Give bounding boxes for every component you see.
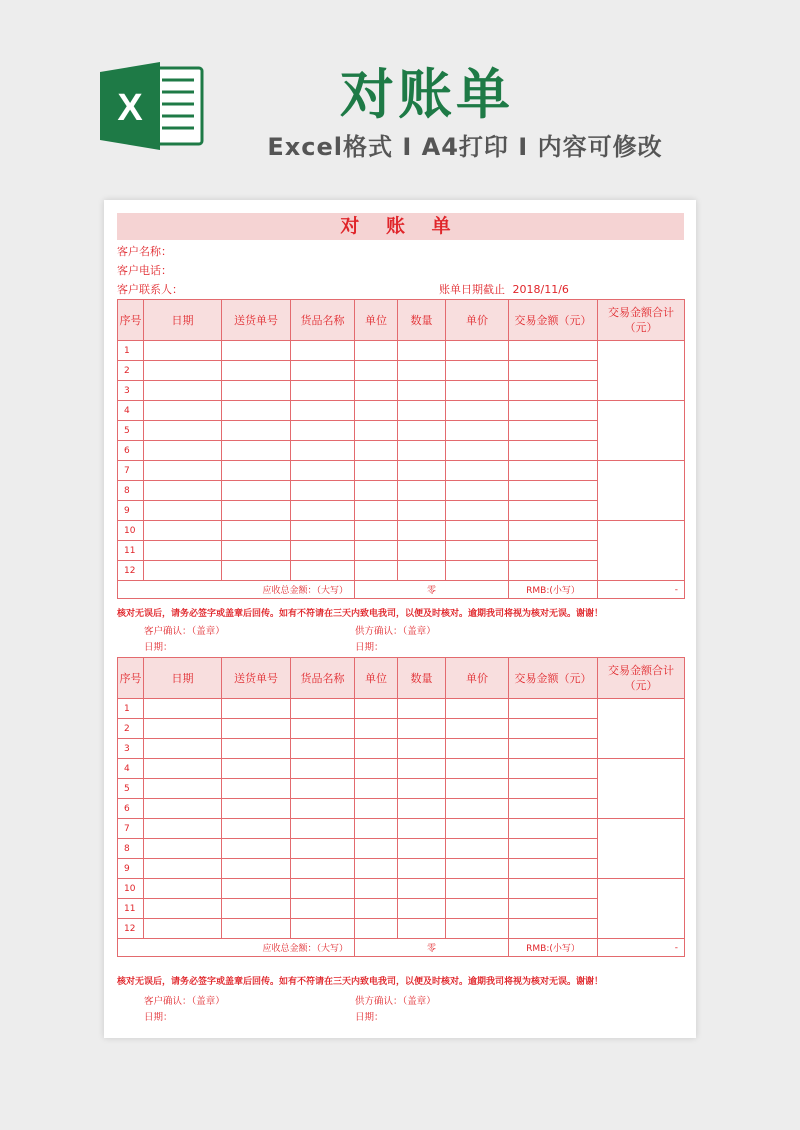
column-header: 序号 bbox=[118, 658, 144, 699]
data-cell[interactable] bbox=[291, 341, 355, 361]
row-number: 1 bbox=[118, 699, 144, 719]
data-cell[interactable] bbox=[398, 381, 446, 401]
data-cell[interactable] bbox=[144, 779, 222, 799]
rmb-label: RMB:(小写） bbox=[509, 939, 598, 957]
subtotal-cell[interactable] bbox=[598, 699, 685, 759]
data-cell[interactable] bbox=[446, 341, 509, 361]
supplier-confirm-1: 供方确认：（盖章） bbox=[355, 626, 436, 637]
subtotal-cell[interactable] bbox=[598, 461, 685, 521]
table-row bbox=[118, 879, 685, 899]
data-cell[interactable] bbox=[291, 919, 355, 939]
data-cell[interactable] bbox=[446, 779, 509, 799]
rmb-value: - bbox=[598, 939, 685, 957]
row-number: 12 bbox=[118, 919, 144, 939]
data-cell[interactable] bbox=[446, 699, 509, 719]
data-cell[interactable] bbox=[509, 381, 598, 401]
row-number: 12 bbox=[118, 561, 144, 581]
column-header: 序号 bbox=[118, 300, 144, 341]
data-cell[interactable] bbox=[144, 441, 222, 461]
data-cell[interactable] bbox=[446, 461, 509, 481]
data-cell[interactable] bbox=[355, 421, 398, 441]
data-cell[interactable] bbox=[355, 739, 398, 759]
data-cell[interactable] bbox=[446, 421, 509, 441]
data-cell[interactable] bbox=[509, 541, 598, 561]
data-cell[interactable] bbox=[355, 561, 398, 581]
data-cell[interactable] bbox=[509, 699, 598, 719]
data-cell[interactable] bbox=[355, 919, 398, 939]
data-cell[interactable] bbox=[355, 501, 398, 521]
data-cell[interactable] bbox=[222, 879, 291, 899]
data-cell[interactable] bbox=[222, 361, 291, 381]
data-cell[interactable] bbox=[355, 521, 398, 541]
table-row bbox=[118, 759, 685, 779]
data-cell[interactable] bbox=[446, 541, 509, 561]
data-cell[interactable] bbox=[398, 421, 446, 441]
bill-date-label: 账单日期截止 bbox=[439, 283, 505, 296]
data-cell[interactable] bbox=[446, 799, 509, 819]
column-header: 日期 bbox=[144, 658, 222, 699]
data-cell[interactable] bbox=[222, 779, 291, 799]
data-cell[interactable] bbox=[291, 779, 355, 799]
data-cell[interactable] bbox=[355, 361, 398, 381]
data-cell[interactable] bbox=[291, 501, 355, 521]
data-cell[interactable] bbox=[446, 879, 509, 899]
row-number: 10 bbox=[118, 521, 144, 541]
data-cell[interactable] bbox=[509, 501, 598, 521]
data-cell[interactable] bbox=[355, 839, 398, 859]
data-cell[interactable] bbox=[222, 401, 291, 421]
data-cell[interactable] bbox=[446, 381, 509, 401]
data-cell[interactable] bbox=[355, 481, 398, 501]
row-number: 2 bbox=[118, 361, 144, 381]
data-cell[interactable] bbox=[355, 759, 398, 779]
data-cell[interactable] bbox=[446, 899, 509, 919]
table-row bbox=[118, 819, 685, 839]
data-cell[interactable] bbox=[398, 839, 446, 859]
data-cell[interactable] bbox=[398, 919, 446, 939]
data-cell[interactable] bbox=[144, 501, 222, 521]
subtotal-cell[interactable] bbox=[598, 521, 685, 581]
subtotal-cell[interactable] bbox=[598, 341, 685, 401]
data-cell[interactable] bbox=[355, 341, 398, 361]
note-2: 核对无误后，请务必签字或盖章后回传。如有不符请在三天内致电我司，以便及时核对。逾期我司将视为核对无误。谢谢！ bbox=[117, 977, 604, 987]
data-cell[interactable] bbox=[355, 879, 398, 899]
data-cell[interactable] bbox=[291, 521, 355, 541]
data-cell[interactable] bbox=[355, 779, 398, 799]
column-header: 日期 bbox=[144, 300, 222, 341]
data-cell[interactable] bbox=[222, 699, 291, 719]
data-cell[interactable] bbox=[222, 481, 291, 501]
data-cell[interactable] bbox=[355, 441, 398, 461]
statement-table-1 bbox=[117, 299, 685, 599]
data-cell[interactable] bbox=[446, 361, 509, 381]
data-cell[interactable] bbox=[144, 461, 222, 481]
data-cell[interactable] bbox=[144, 719, 222, 739]
supplier-date-2: 日期： bbox=[355, 1012, 384, 1023]
data-cell[interactable] bbox=[291, 899, 355, 919]
table-row bbox=[118, 521, 685, 541]
row-number: 2 bbox=[118, 719, 144, 739]
data-cell[interactable] bbox=[509, 441, 598, 461]
column-header: 交易金额（元） bbox=[509, 300, 598, 341]
data-cell[interactable] bbox=[144, 361, 222, 381]
column-header: 交易金额合计（元） bbox=[598, 658, 685, 699]
data-cell[interactable] bbox=[144, 859, 222, 879]
data-cell[interactable] bbox=[446, 759, 509, 779]
data-cell[interactable] bbox=[509, 461, 598, 481]
data-cell[interactable] bbox=[355, 799, 398, 819]
data-cell[interactable] bbox=[291, 699, 355, 719]
customer-date-2: 日期： bbox=[144, 1012, 173, 1023]
data-cell[interactable] bbox=[355, 699, 398, 719]
data-cell[interactable] bbox=[509, 481, 598, 501]
data-cell[interactable] bbox=[291, 381, 355, 401]
row-number: 7 bbox=[118, 819, 144, 839]
bill-date bbox=[439, 283, 569, 297]
column-header: 货品名称 bbox=[291, 300, 355, 341]
data-cell[interactable] bbox=[291, 839, 355, 859]
data-cell[interactable] bbox=[355, 381, 398, 401]
row-number: 6 bbox=[118, 441, 144, 461]
column-header: 送货单号 bbox=[222, 300, 291, 341]
row-number: 6 bbox=[118, 799, 144, 819]
data-cell[interactable] bbox=[222, 739, 291, 759]
total-row bbox=[118, 581, 685, 599]
customer-name-label: 客户名称： bbox=[117, 245, 172, 258]
row-number: 8 bbox=[118, 839, 144, 859]
data-cell[interactable] bbox=[509, 739, 598, 759]
data-cell[interactable] bbox=[222, 421, 291, 441]
column-header: 数量 bbox=[398, 658, 446, 699]
data-cell[interactable] bbox=[446, 501, 509, 521]
data-cell[interactable] bbox=[398, 441, 446, 461]
data-cell[interactable] bbox=[291, 561, 355, 581]
data-cell[interactable] bbox=[355, 859, 398, 879]
data-cell[interactable] bbox=[144, 899, 222, 919]
subtotal-cell[interactable] bbox=[598, 819, 685, 879]
column-header: 单价 bbox=[446, 658, 509, 699]
data-cell[interactable] bbox=[398, 541, 446, 561]
data-cell[interactable] bbox=[144, 879, 222, 899]
data-cell[interactable] bbox=[509, 561, 598, 581]
row-number: 11 bbox=[118, 899, 144, 919]
data-cell[interactable] bbox=[222, 461, 291, 481]
subtotal-cell[interactable] bbox=[598, 401, 685, 461]
data-cell[interactable] bbox=[398, 361, 446, 381]
data-cell[interactable] bbox=[222, 341, 291, 361]
data-cell[interactable] bbox=[291, 401, 355, 421]
data-cell[interactable] bbox=[398, 819, 446, 839]
column-header: 交易金额（元） bbox=[509, 658, 598, 699]
row-number: 4 bbox=[118, 401, 144, 421]
customer-contact-label: 客户联系人： bbox=[117, 283, 183, 296]
data-cell[interactable] bbox=[509, 919, 598, 939]
data-cell[interactable] bbox=[291, 739, 355, 759]
data-cell[interactable] bbox=[291, 481, 355, 501]
data-cell[interactable] bbox=[509, 421, 598, 441]
row-number: 10 bbox=[118, 879, 144, 899]
data-cell[interactable] bbox=[144, 541, 222, 561]
data-cell[interactable] bbox=[222, 759, 291, 779]
data-cell[interactable] bbox=[355, 899, 398, 919]
data-cell[interactable] bbox=[398, 401, 446, 421]
rmb-value: - bbox=[598, 581, 685, 599]
row-number: 8 bbox=[118, 481, 144, 501]
data-cell[interactable] bbox=[222, 719, 291, 739]
data-cell[interactable] bbox=[446, 401, 509, 421]
data-cell[interactable] bbox=[144, 819, 222, 839]
data-cell[interactable] bbox=[355, 461, 398, 481]
data-cell[interactable] bbox=[144, 759, 222, 779]
total-row bbox=[118, 939, 685, 957]
data-cell[interactable] bbox=[144, 481, 222, 501]
data-cell[interactable] bbox=[509, 401, 598, 421]
data-cell[interactable] bbox=[509, 839, 598, 859]
data-cell[interactable] bbox=[291, 461, 355, 481]
column-header: 货品名称 bbox=[291, 658, 355, 699]
data-cell[interactable] bbox=[222, 899, 291, 919]
data-cell[interactable] bbox=[144, 401, 222, 421]
subtotal-cell[interactable] bbox=[598, 879, 685, 939]
data-cell[interactable] bbox=[446, 739, 509, 759]
row-number: 3 bbox=[118, 381, 144, 401]
data-cell[interactable] bbox=[222, 501, 291, 521]
column-header: 单位 bbox=[355, 300, 398, 341]
data-cell[interactable] bbox=[291, 719, 355, 739]
data-cell[interactable] bbox=[144, 839, 222, 859]
svg-text:X: X bbox=[117, 87, 143, 129]
data-cell[interactable] bbox=[144, 799, 222, 819]
data-cell[interactable] bbox=[398, 561, 446, 581]
data-cell[interactable] bbox=[291, 441, 355, 461]
data-cell[interactable] bbox=[509, 879, 598, 899]
table-header-row bbox=[118, 300, 685, 341]
total-in-words: 零 bbox=[355, 581, 509, 599]
data-cell[interactable] bbox=[291, 541, 355, 561]
data-cell[interactable] bbox=[398, 501, 446, 521]
data-cell[interactable] bbox=[509, 779, 598, 799]
row-number: 11 bbox=[118, 541, 144, 561]
data-cell[interactable] bbox=[509, 341, 598, 361]
column-header: 送货单号 bbox=[222, 658, 291, 699]
data-cell[interactable] bbox=[446, 561, 509, 581]
note-1: 核对无误后，请务必签字或盖章后回传。如有不符请在三天内致电我司，以便及时核对。逾期我司将视为核对无误。谢谢！ bbox=[117, 609, 604, 619]
data-cell[interactable] bbox=[222, 839, 291, 859]
excel-logo-icon bbox=[100, 62, 204, 150]
data-cell[interactable] bbox=[222, 799, 291, 819]
data-cell[interactable] bbox=[446, 819, 509, 839]
data-cell[interactable] bbox=[144, 919, 222, 939]
table-header-row bbox=[118, 658, 685, 699]
supplier-date-1: 日期： bbox=[355, 642, 384, 653]
statement-page bbox=[104, 200, 696, 1038]
data-cell[interactable] bbox=[509, 759, 598, 779]
row-number: 9 bbox=[118, 859, 144, 879]
data-cell[interactable] bbox=[509, 899, 598, 919]
data-cell[interactable] bbox=[398, 341, 446, 361]
data-cell[interactable] bbox=[398, 521, 446, 541]
row-number: 7 bbox=[118, 461, 144, 481]
column-header: 数量 bbox=[398, 300, 446, 341]
customer-confirm-2: 客户确认：（盖章） bbox=[144, 996, 225, 1007]
table-row bbox=[118, 401, 685, 421]
data-cell[interactable] bbox=[222, 521, 291, 541]
customer-phone-label: 客户电话： bbox=[117, 264, 172, 277]
row-number: 4 bbox=[118, 759, 144, 779]
data-cell[interactable] bbox=[291, 879, 355, 899]
rmb-label: RMB:(小写） bbox=[509, 581, 598, 599]
banner bbox=[0, 0, 800, 195]
data-cell[interactable] bbox=[509, 859, 598, 879]
data-cell[interactable] bbox=[222, 441, 291, 461]
data-cell[interactable] bbox=[291, 361, 355, 381]
data-cell[interactable] bbox=[144, 561, 222, 581]
data-cell[interactable] bbox=[222, 541, 291, 561]
data-cell[interactable] bbox=[355, 541, 398, 561]
data-cell[interactable] bbox=[398, 461, 446, 481]
subtotal-cell[interactable] bbox=[598, 759, 685, 819]
data-cell[interactable] bbox=[398, 759, 446, 779]
total-label: 应收总金额：（大写） bbox=[118, 581, 355, 599]
data-cell[interactable] bbox=[446, 919, 509, 939]
data-cell[interactable] bbox=[222, 381, 291, 401]
data-cell[interactable] bbox=[222, 561, 291, 581]
data-cell[interactable] bbox=[144, 341, 222, 361]
data-cell[interactable] bbox=[398, 799, 446, 819]
statement-table-2 bbox=[117, 657, 685, 957]
row-number: 9 bbox=[118, 501, 144, 521]
row-number: 5 bbox=[118, 421, 144, 441]
column-header: 单价 bbox=[446, 300, 509, 341]
data-cell[interactable] bbox=[398, 739, 446, 759]
data-cell[interactable] bbox=[398, 859, 446, 879]
data-cell[interactable] bbox=[446, 441, 509, 461]
data-cell[interactable] bbox=[222, 819, 291, 839]
supplier-confirm-2: 供方确认：（盖章） bbox=[355, 996, 436, 1007]
data-cell[interactable] bbox=[446, 839, 509, 859]
data-cell[interactable] bbox=[509, 819, 598, 839]
data-cell[interactable] bbox=[446, 719, 509, 739]
customer-confirm-1: 客户确认：（盖章） bbox=[144, 626, 225, 637]
row-number: 3 bbox=[118, 739, 144, 759]
data-cell[interactable] bbox=[291, 799, 355, 819]
data-cell[interactable] bbox=[291, 759, 355, 779]
table-row bbox=[118, 699, 685, 719]
data-cell[interactable] bbox=[222, 919, 291, 939]
banner-subtitle: Excel格式 I A4打印 I 内容可修改 bbox=[267, 133, 663, 161]
data-cell[interactable] bbox=[446, 521, 509, 541]
total-in-words: 零 bbox=[355, 939, 509, 957]
data-cell[interactable] bbox=[291, 819, 355, 839]
data-cell[interactable] bbox=[355, 719, 398, 739]
document-title: 对 账 单 bbox=[117, 213, 684, 240]
data-cell[interactable] bbox=[355, 819, 398, 839]
table-row bbox=[118, 341, 685, 361]
data-cell[interactable] bbox=[509, 521, 598, 541]
data-cell[interactable] bbox=[446, 859, 509, 879]
data-cell[interactable] bbox=[398, 699, 446, 719]
data-cell[interactable] bbox=[144, 381, 222, 401]
data-cell[interactable] bbox=[398, 779, 446, 799]
data-cell[interactable] bbox=[398, 719, 446, 739]
data-cell[interactable] bbox=[398, 879, 446, 899]
row-number: 1 bbox=[118, 341, 144, 361]
data-cell[interactable] bbox=[144, 699, 222, 719]
banner-title: 对账单 bbox=[340, 63, 514, 126]
data-cell[interactable] bbox=[144, 521, 222, 541]
data-cell[interactable] bbox=[509, 361, 598, 381]
column-header: 单位 bbox=[355, 658, 398, 699]
data-cell[interactable] bbox=[398, 481, 446, 501]
column-header: 交易金额合计（元） bbox=[598, 300, 685, 341]
bill-date-value: 2018/11/6 bbox=[512, 283, 569, 296]
data-cell[interactable] bbox=[446, 481, 509, 501]
data-cell[interactable] bbox=[509, 799, 598, 819]
data-cell[interactable] bbox=[144, 421, 222, 441]
data-cell[interactable] bbox=[144, 739, 222, 759]
data-cell[interactable] bbox=[509, 719, 598, 739]
data-cell[interactable] bbox=[355, 401, 398, 421]
data-cell[interactable] bbox=[291, 421, 355, 441]
table-row bbox=[118, 461, 685, 481]
row-number: 5 bbox=[118, 779, 144, 799]
total-label: 应收总金额：（大写） bbox=[118, 939, 355, 957]
data-cell[interactable] bbox=[398, 899, 446, 919]
data-cell[interactable] bbox=[291, 859, 355, 879]
data-cell[interactable] bbox=[222, 859, 291, 879]
customer-date-1: 日期： bbox=[144, 642, 173, 653]
